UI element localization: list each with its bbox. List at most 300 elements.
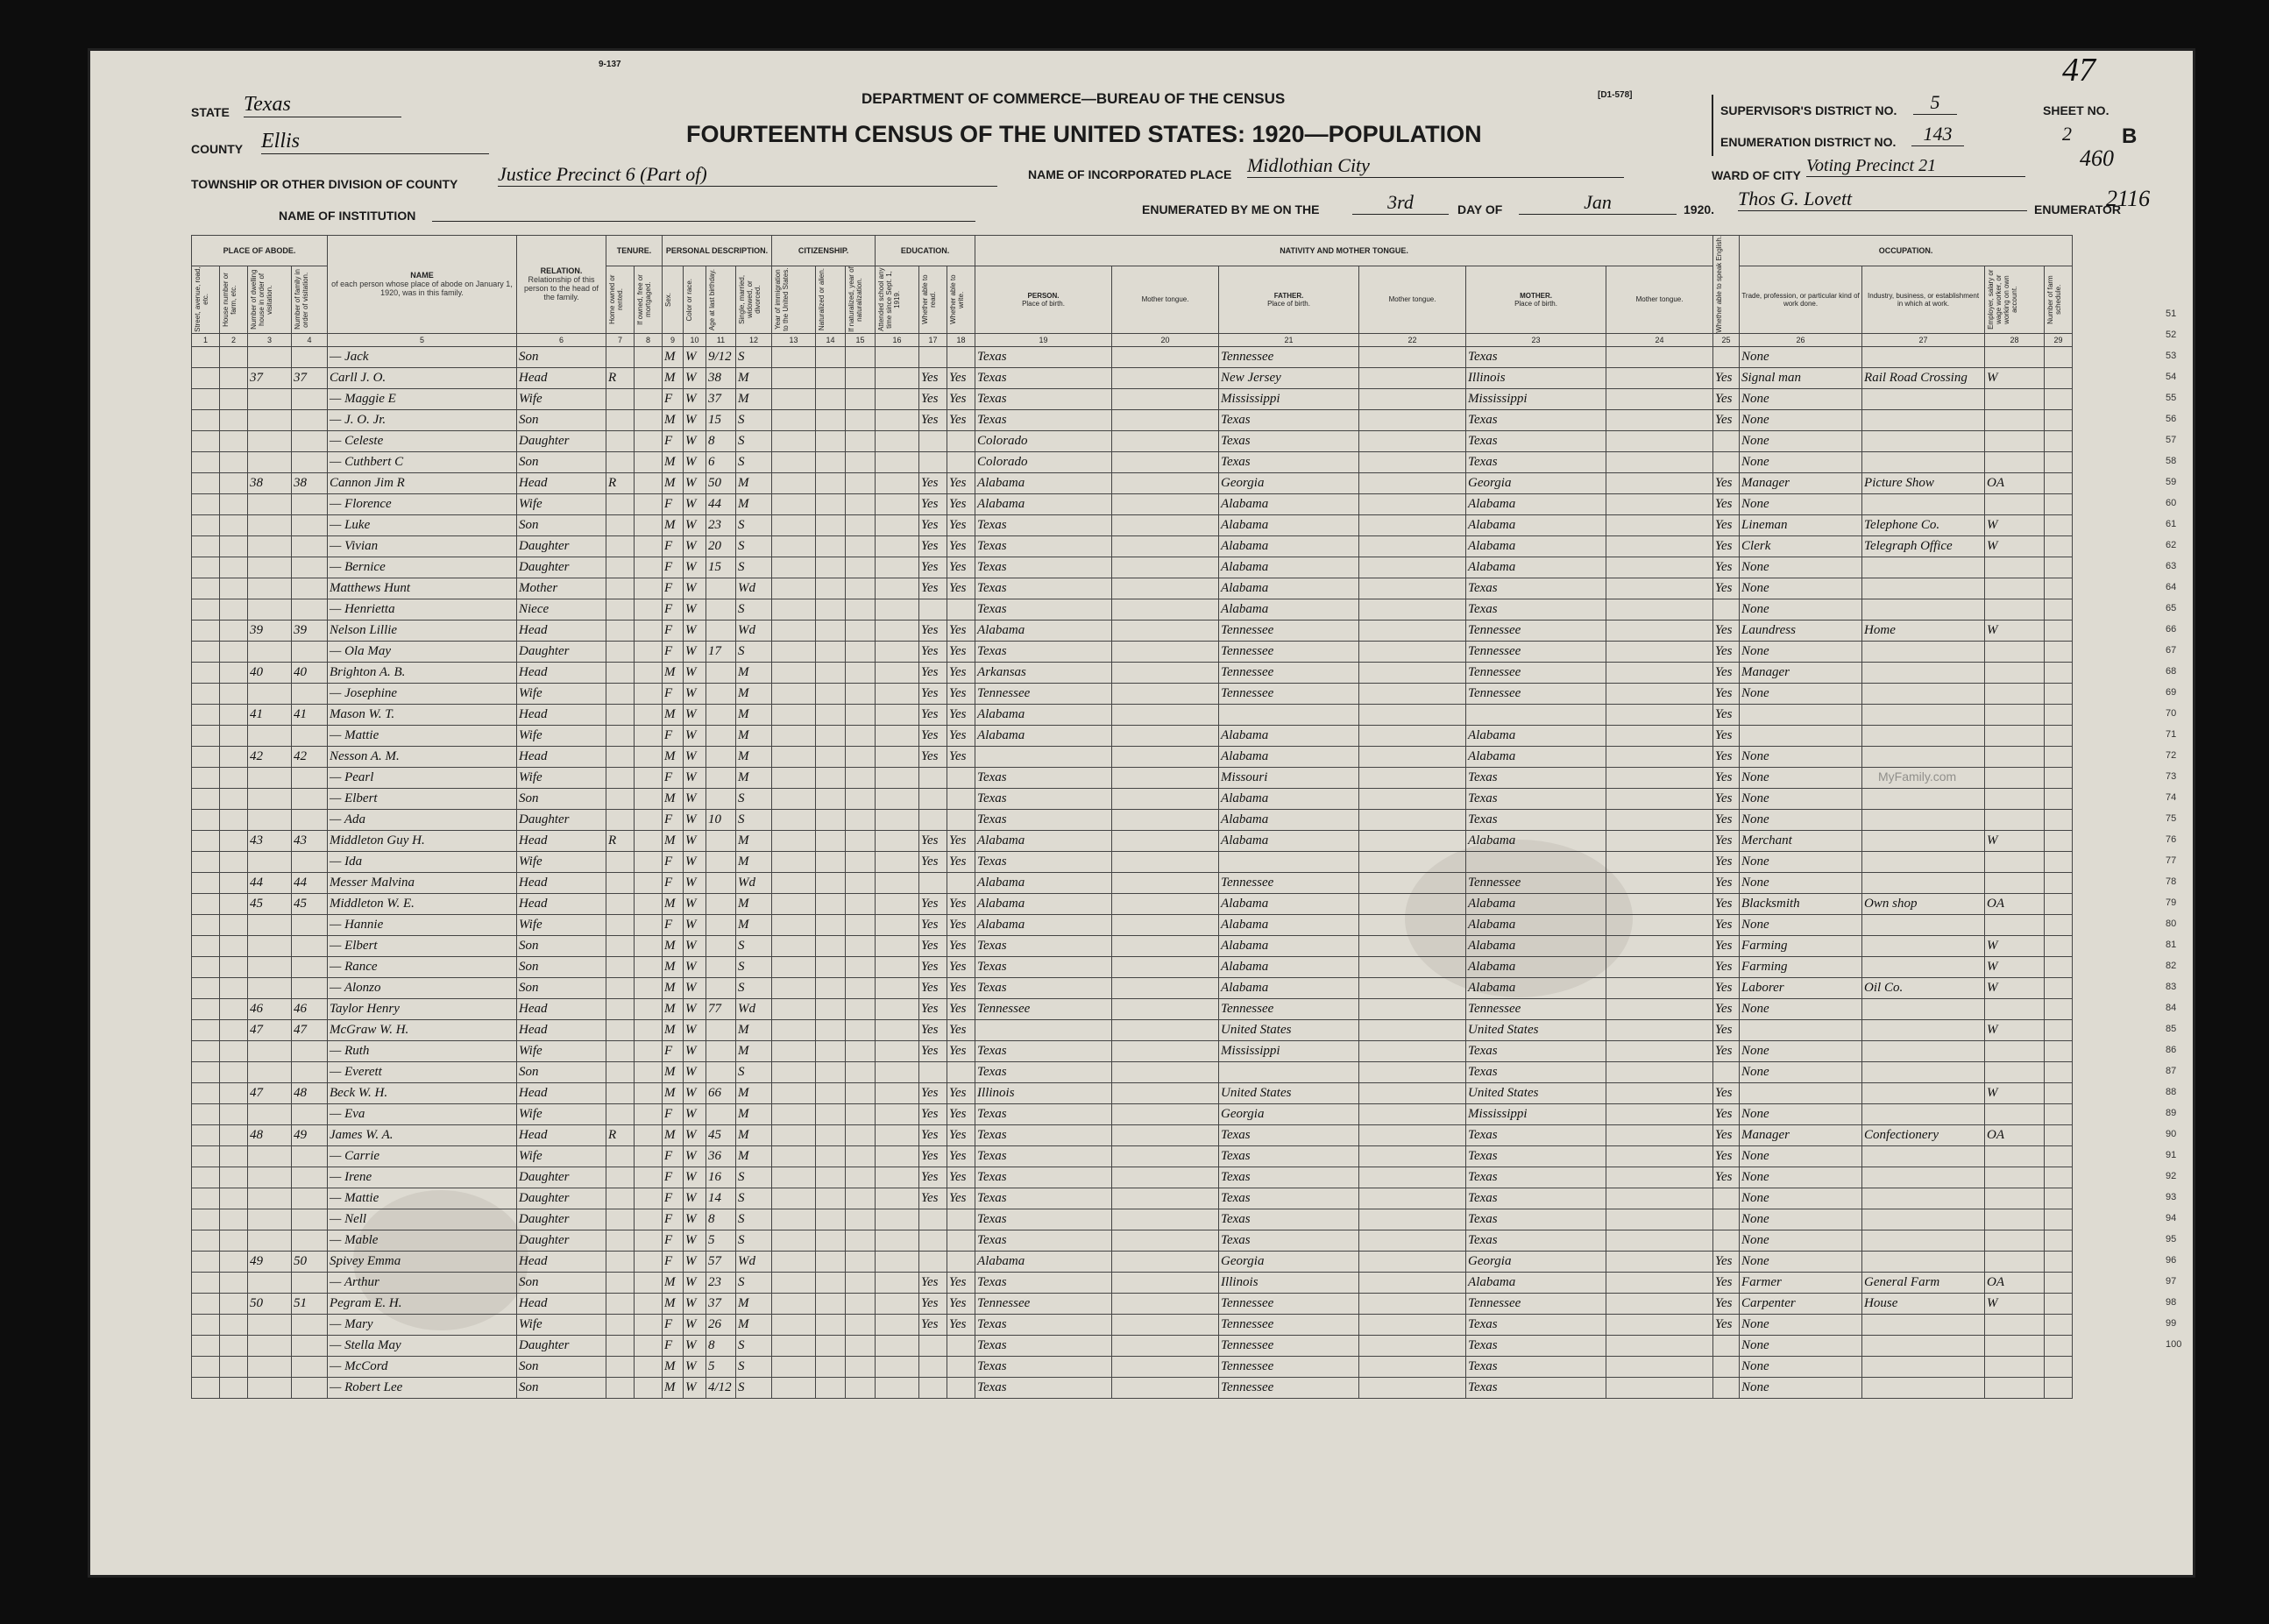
cell-write: Yes <box>947 388 975 409</box>
cell-own <box>606 1314 635 1335</box>
cell-race: W <box>684 535 706 557</box>
cell-empty <box>816 1124 846 1145</box>
cell-rel: Daughter <box>517 1335 606 1356</box>
cell-occ: None <box>1740 409 1862 430</box>
cell-pob: Alabama <box>975 472 1112 493</box>
column-number: 29 <box>2045 333 2073 346</box>
day-of-label: DAY OF <box>1457 202 1503 216</box>
cell-mpob: Texas <box>1466 451 1606 472</box>
cell-age: 5 <box>706 1230 736 1251</box>
cell-sex: M <box>663 472 684 493</box>
cell-fam: 44 <box>292 872 328 893</box>
cell-sex: M <box>663 746 684 767</box>
cell-cls: W <box>1985 935 2045 956</box>
cell-write: Yes <box>947 893 975 914</box>
cell-rel: Head <box>517 662 606 683</box>
cell-empty <box>1112 1272 1219 1293</box>
cell-empty <box>1606 683 1713 704</box>
cell-dw: 42 <box>248 746 292 767</box>
table-row <box>192 1061 2073 1082</box>
cell-empty <box>220 1124 248 1145</box>
cell-fpob: Alabama <box>1219 788 1359 809</box>
cell-fam: 42 <box>292 746 328 767</box>
cell-empty <box>846 1293 876 1314</box>
cell-empty <box>846 893 876 914</box>
cell-ind <box>1862 1377 1985 1398</box>
cell-ind <box>1862 1167 1985 1188</box>
cell-name: — Hannie <box>328 914 517 935</box>
cell-rel: Head <box>517 620 606 641</box>
cell-mpob: Alabama <box>1466 514 1606 535</box>
cell-cls <box>1985 641 2045 662</box>
cell-fam <box>292 977 328 998</box>
cell-empty <box>772 1145 816 1167</box>
cell-ind <box>1862 746 1985 767</box>
cell-name: Cannon Jim R <box>328 472 517 493</box>
cell-fpob: Alabama <box>1219 977 1359 998</box>
cell-write <box>947 767 975 788</box>
header-col-9-text: Sex. <box>664 292 672 307</box>
table-row <box>192 998 2073 1019</box>
cell-own <box>606 578 635 599</box>
column-number: 7 <box>606 333 635 346</box>
header-col-25 <box>1713 236 1740 334</box>
cell-pob: Texas <box>975 1377 1112 1398</box>
table-row <box>192 472 2073 493</box>
cell-sex: M <box>663 1061 684 1082</box>
cell-eng <box>1713 1230 1740 1251</box>
cell-own <box>606 514 635 535</box>
cell-read: Yes <box>919 641 947 662</box>
cell-empty <box>1606 1040 1713 1061</box>
cell-empty <box>816 725 846 746</box>
line-number: 78 <box>2166 876 2177 887</box>
cell-empty <box>846 683 876 704</box>
cell-farm <box>2045 1251 2073 1272</box>
column-number: 6 <box>517 333 606 346</box>
cell-fam <box>292 809 328 830</box>
cell-empty <box>816 1356 846 1377</box>
cell-fam <box>292 493 328 514</box>
census-year: 1920. <box>1684 202 1715 216</box>
cell-empty <box>1112 893 1219 914</box>
cell-empty <box>1112 1040 1219 1061</box>
cell-eng: Yes <box>1713 746 1740 767</box>
cell-write: Yes <box>947 514 975 535</box>
cell-empty <box>1112 851 1219 872</box>
cell-sex: F <box>663 1145 684 1167</box>
cell-pob: Colorado <box>975 451 1112 472</box>
line-number: 59 <box>2166 477 2177 487</box>
cell-ind: House <box>1862 1293 1985 1314</box>
cell-farm <box>2045 451 2073 472</box>
cell-occ: Clerk <box>1740 535 1862 557</box>
cell-write: Yes <box>947 746 975 767</box>
cell-empty <box>816 535 846 557</box>
cell-farm <box>2045 557 2073 578</box>
cell-pob: Texas <box>975 514 1112 535</box>
cell-empty <box>816 1103 846 1124</box>
cell-fpob: Tennessee <box>1219 641 1359 662</box>
cell-ms: S <box>736 346 772 367</box>
cell-name: Middleton W. E. <box>328 893 517 914</box>
cell-mpob: Texas <box>1466 1145 1606 1167</box>
cell-race: W <box>684 1082 706 1103</box>
cell-mpob: Texas <box>1466 1335 1606 1356</box>
cell-empty <box>1359 1335 1466 1356</box>
cell-farm <box>2045 1314 2073 1335</box>
cell-age: 37 <box>706 1293 736 1314</box>
cell-empty <box>816 388 846 409</box>
cell-ind <box>1862 851 1985 872</box>
group-occupation: OCCUPATION. <box>1740 236 2073 266</box>
cell-cls: W <box>1985 367 2045 388</box>
cell-ind <box>1862 1356 1985 1377</box>
cell-empty <box>876 998 919 1019</box>
cell-empty <box>635 704 663 725</box>
table-row <box>192 1356 2073 1377</box>
cell-empty <box>220 493 248 514</box>
cell-farm <box>2045 662 2073 683</box>
cell-race: W <box>684 893 706 914</box>
cell-empty <box>1112 641 1219 662</box>
cell-read <box>919 599 947 620</box>
cell-own <box>606 620 635 641</box>
cell-empty <box>635 914 663 935</box>
header-col-18 <box>947 266 975 333</box>
cell-sex: F <box>663 767 684 788</box>
cell-empty <box>846 1167 876 1188</box>
cell-pob: Texas <box>975 641 1112 662</box>
cell-dw: 45 <box>248 893 292 914</box>
cell-age <box>706 1040 736 1061</box>
cell-read <box>919 1335 947 1356</box>
cell-ms: S <box>736 788 772 809</box>
cell-own <box>606 1272 635 1293</box>
cell-empty <box>1359 367 1466 388</box>
cell-empty <box>816 683 846 704</box>
cell-ind: Picture Show <box>1862 472 1985 493</box>
cell-empty <box>876 578 919 599</box>
cell-empty <box>1112 493 1219 514</box>
cell-empty <box>635 956 663 977</box>
cell-farm <box>2045 1335 2073 1356</box>
cell-own <box>606 1377 635 1398</box>
cell-read <box>919 788 947 809</box>
cell-age <box>706 956 736 977</box>
cell-fam <box>292 388 328 409</box>
cell-empty <box>846 1314 876 1335</box>
cell-empty <box>846 1061 876 1082</box>
cell-ms: M <box>736 893 772 914</box>
cell-eng: Yes <box>1713 1272 1740 1293</box>
table-row <box>192 683 2073 704</box>
cell-cls <box>1985 1167 2045 1188</box>
line-number: 98 <box>2166 1297 2177 1308</box>
cell-fpob: Alabama <box>1219 746 1359 767</box>
cell-empty <box>772 1230 816 1251</box>
cell-race: W <box>684 725 706 746</box>
cell-empty <box>220 956 248 977</box>
header-col-25-text: Whether able to speak English. <box>1715 236 1724 333</box>
enumeration-label: ENUMERATION DISTRICT NO. <box>1720 135 1897 149</box>
cell-name: Messer Malvina <box>328 872 517 893</box>
cell-rel: Wife <box>517 767 606 788</box>
cell-empty <box>192 683 220 704</box>
cell-ind <box>1862 767 1985 788</box>
cell-pob: Tennessee <box>975 683 1112 704</box>
cell-empty <box>1359 1356 1466 1377</box>
cell-cls: W <box>1985 1293 2045 1314</box>
cell-own <box>606 809 635 830</box>
cell-read: Yes <box>919 851 947 872</box>
cell-age: 23 <box>706 1272 736 1293</box>
father-label: FATHER. <box>1273 291 1304 300</box>
cell-empty <box>1606 514 1713 535</box>
cell-rel: Son <box>517 409 606 430</box>
cell-dw <box>248 725 292 746</box>
cell-sex: M <box>663 788 684 809</box>
cell-fam <box>292 956 328 977</box>
cell-empty <box>635 430 663 451</box>
cell-race: W <box>684 998 706 1019</box>
cell-rel: Son <box>517 1356 606 1377</box>
cell-pob: Texas <box>975 1124 1112 1145</box>
cell-empty <box>220 1209 248 1230</box>
cell-empty <box>635 1314 663 1335</box>
cell-empty <box>635 935 663 956</box>
cell-occ: Manager <box>1740 1124 1862 1145</box>
cell-empty <box>1359 1019 1466 1040</box>
cell-empty <box>220 514 248 535</box>
cell-own <box>606 1040 635 1061</box>
cell-fpob: Tennessee <box>1219 346 1359 367</box>
cell-name: — Carrie <box>328 1145 517 1167</box>
cell-pob: Texas <box>975 851 1112 872</box>
cell-age: 77 <box>706 998 736 1019</box>
cell-empty <box>1359 935 1466 956</box>
cell-dw <box>248 1377 292 1398</box>
cell-farm <box>2045 788 2073 809</box>
cell-ind <box>1862 451 1985 472</box>
cell-empty <box>876 1103 919 1124</box>
cell-name: James W. A. <box>328 1124 517 1145</box>
cell-empty <box>1112 1019 1219 1040</box>
cell-empty <box>816 1040 846 1061</box>
corner-stamp: 460 <box>2080 145 2114 171</box>
cell-age: 8 <box>706 430 736 451</box>
cell-fam: 43 <box>292 830 328 851</box>
cell-cls <box>1985 557 2045 578</box>
cell-race: W <box>684 409 706 430</box>
cell-own <box>606 725 635 746</box>
cell-name: — Irene <box>328 1167 517 1188</box>
cell-fam: 51 <box>292 1293 328 1314</box>
header-col-16 <box>876 266 919 333</box>
cell-pob: Texas <box>975 767 1112 788</box>
cell-name: Middleton Guy H. <box>328 830 517 851</box>
cell-empty <box>220 1230 248 1251</box>
cell-fam: 47 <box>292 1019 328 1040</box>
cell-write: Yes <box>947 956 975 977</box>
table-row <box>192 1209 2073 1230</box>
cell-empty <box>1359 683 1466 704</box>
cell-mpob: Alabama <box>1466 725 1606 746</box>
cell-sex: M <box>663 1082 684 1103</box>
cell-empty <box>192 599 220 620</box>
cell-empty <box>876 451 919 472</box>
cell-fpob: Alabama <box>1219 914 1359 935</box>
cell-empty <box>876 1019 919 1040</box>
cell-race: W <box>684 914 706 935</box>
cell-ms: M <box>736 767 772 788</box>
cell-eng <box>1713 1377 1740 1398</box>
person-label: PERSON. <box>1027 291 1060 300</box>
cell-empty <box>220 472 248 493</box>
cell-fam <box>292 1040 328 1061</box>
cell-empty <box>846 1377 876 1398</box>
cell-eng: Yes <box>1713 977 1740 998</box>
cell-age <box>706 788 736 809</box>
cell-mpob: Mississippi <box>1466 388 1606 409</box>
cell-empty <box>846 1251 876 1272</box>
header-col-1-text: Street, avenue, road, etc. <box>194 266 209 333</box>
enumerated-prefix: ENUMERATED BY ME ON THE <box>1142 202 1320 216</box>
line-number: 67 <box>2166 645 2177 656</box>
line-number: 79 <box>2166 897 2177 908</box>
cell-fpob: Tennessee <box>1219 1293 1359 1314</box>
cell-ind <box>1862 662 1985 683</box>
cell-race: W <box>684 704 706 725</box>
cell-empty <box>635 1188 663 1209</box>
cell-empty <box>816 914 846 935</box>
cell-empty <box>1606 1145 1713 1167</box>
cell-ms: Wd <box>736 872 772 893</box>
line-number: 97 <box>2166 1276 2177 1287</box>
cell-own <box>606 956 635 977</box>
cell-rel: Wife <box>517 725 606 746</box>
cell-empty <box>220 1082 248 1103</box>
cell-sex: M <box>663 893 684 914</box>
cell-mpob: Texas <box>1466 1377 1606 1398</box>
cell-race: W <box>684 388 706 409</box>
cell-empty <box>1359 956 1466 977</box>
cell-own <box>606 388 635 409</box>
cell-empty <box>1359 641 1466 662</box>
cell-empty <box>1112 1377 1219 1398</box>
cell-empty <box>192 514 220 535</box>
cell-fam <box>292 557 328 578</box>
table-row <box>192 1145 2073 1167</box>
cell-fpob: Alabama <box>1219 557 1359 578</box>
cell-farm <box>2045 1145 2073 1167</box>
cell-empty <box>1606 935 1713 956</box>
cell-empty <box>1606 767 1713 788</box>
table-row <box>192 388 2073 409</box>
header-col-23-text: Place of birth. <box>1514 299 1557 308</box>
cell-empty <box>1112 388 1219 409</box>
cell-ms: S <box>736 1167 772 1188</box>
cell-fpob: Texas <box>1219 1188 1359 1209</box>
cell-pob: Texas <box>975 1061 1112 1082</box>
cell-eng: Yes <box>1713 1314 1740 1335</box>
cell-ms: M <box>736 830 772 851</box>
cell-empty <box>1606 830 1713 851</box>
cell-name: — Ruth <box>328 1040 517 1061</box>
cell-fpob: Alabama <box>1219 725 1359 746</box>
cell-fam: 37 <box>292 367 328 388</box>
cell-empty <box>1606 451 1713 472</box>
cell-empty <box>816 1188 846 1209</box>
line-number: 55 <box>2166 393 2177 403</box>
cell-empty <box>635 1293 663 1314</box>
cell-own <box>606 998 635 1019</box>
cell-empty <box>1606 704 1713 725</box>
cell-pob <box>975 1019 1112 1040</box>
cell-ms: M <box>736 1082 772 1103</box>
table-row <box>192 1293 2073 1314</box>
cell-empty <box>220 935 248 956</box>
cell-rel: Daughter <box>517 809 606 830</box>
cell-empty <box>846 788 876 809</box>
cell-mpob: Texas <box>1466 599 1606 620</box>
cell-age <box>706 704 736 725</box>
column-number: 28 <box>1985 333 2045 346</box>
cell-pob: Alabama <box>975 620 1112 641</box>
cell-fam <box>292 1230 328 1251</box>
cell-empty <box>772 641 816 662</box>
cell-fpob: Alabama <box>1219 578 1359 599</box>
cell-pob: Texas <box>975 1272 1112 1293</box>
cell-fpob: Texas <box>1219 409 1359 430</box>
column-number-row <box>192 333 2073 346</box>
cell-empty <box>1606 977 1713 998</box>
cell-write: Yes <box>947 1124 975 1145</box>
cell-empty <box>1606 725 1713 746</box>
cell-fpob: Georgia <box>1219 1251 1359 1272</box>
table-row <box>192 493 2073 514</box>
cell-fam <box>292 725 328 746</box>
cell-race: W <box>684 1230 706 1251</box>
cell-empty <box>846 851 876 872</box>
cell-name: — Nell <box>328 1209 517 1230</box>
line-number: 64 <box>2166 582 2177 592</box>
cell-rel: Son <box>517 956 606 977</box>
table-row <box>192 578 2073 599</box>
cell-race: W <box>684 830 706 851</box>
cell-eng <box>1713 1188 1740 1209</box>
cell-age <box>706 746 736 767</box>
institution-value <box>432 200 975 222</box>
cell-eng: Yes <box>1713 662 1740 683</box>
cell-fpob: Alabama <box>1219 935 1359 956</box>
cell-eng: Yes <box>1713 388 1740 409</box>
cell-empty <box>220 998 248 1019</box>
table-row <box>192 641 2073 662</box>
cell-fam <box>292 851 328 872</box>
cell-empty <box>635 451 663 472</box>
cell-empty <box>192 998 220 1019</box>
cell-ind: General Farm <box>1862 1272 1985 1293</box>
cell-empty <box>1112 809 1219 830</box>
cell-empty <box>876 1145 919 1167</box>
cell-pob: Texas <box>975 1188 1112 1209</box>
census-title: FOURTEENTH CENSUS OF THE UNITED STATES: 1920—POPULATION <box>686 121 1482 147</box>
cell-farm <box>2045 472 2073 493</box>
cell-empty <box>772 746 816 767</box>
cell-race: W <box>684 956 706 977</box>
line-number: 75 <box>2166 813 2177 824</box>
